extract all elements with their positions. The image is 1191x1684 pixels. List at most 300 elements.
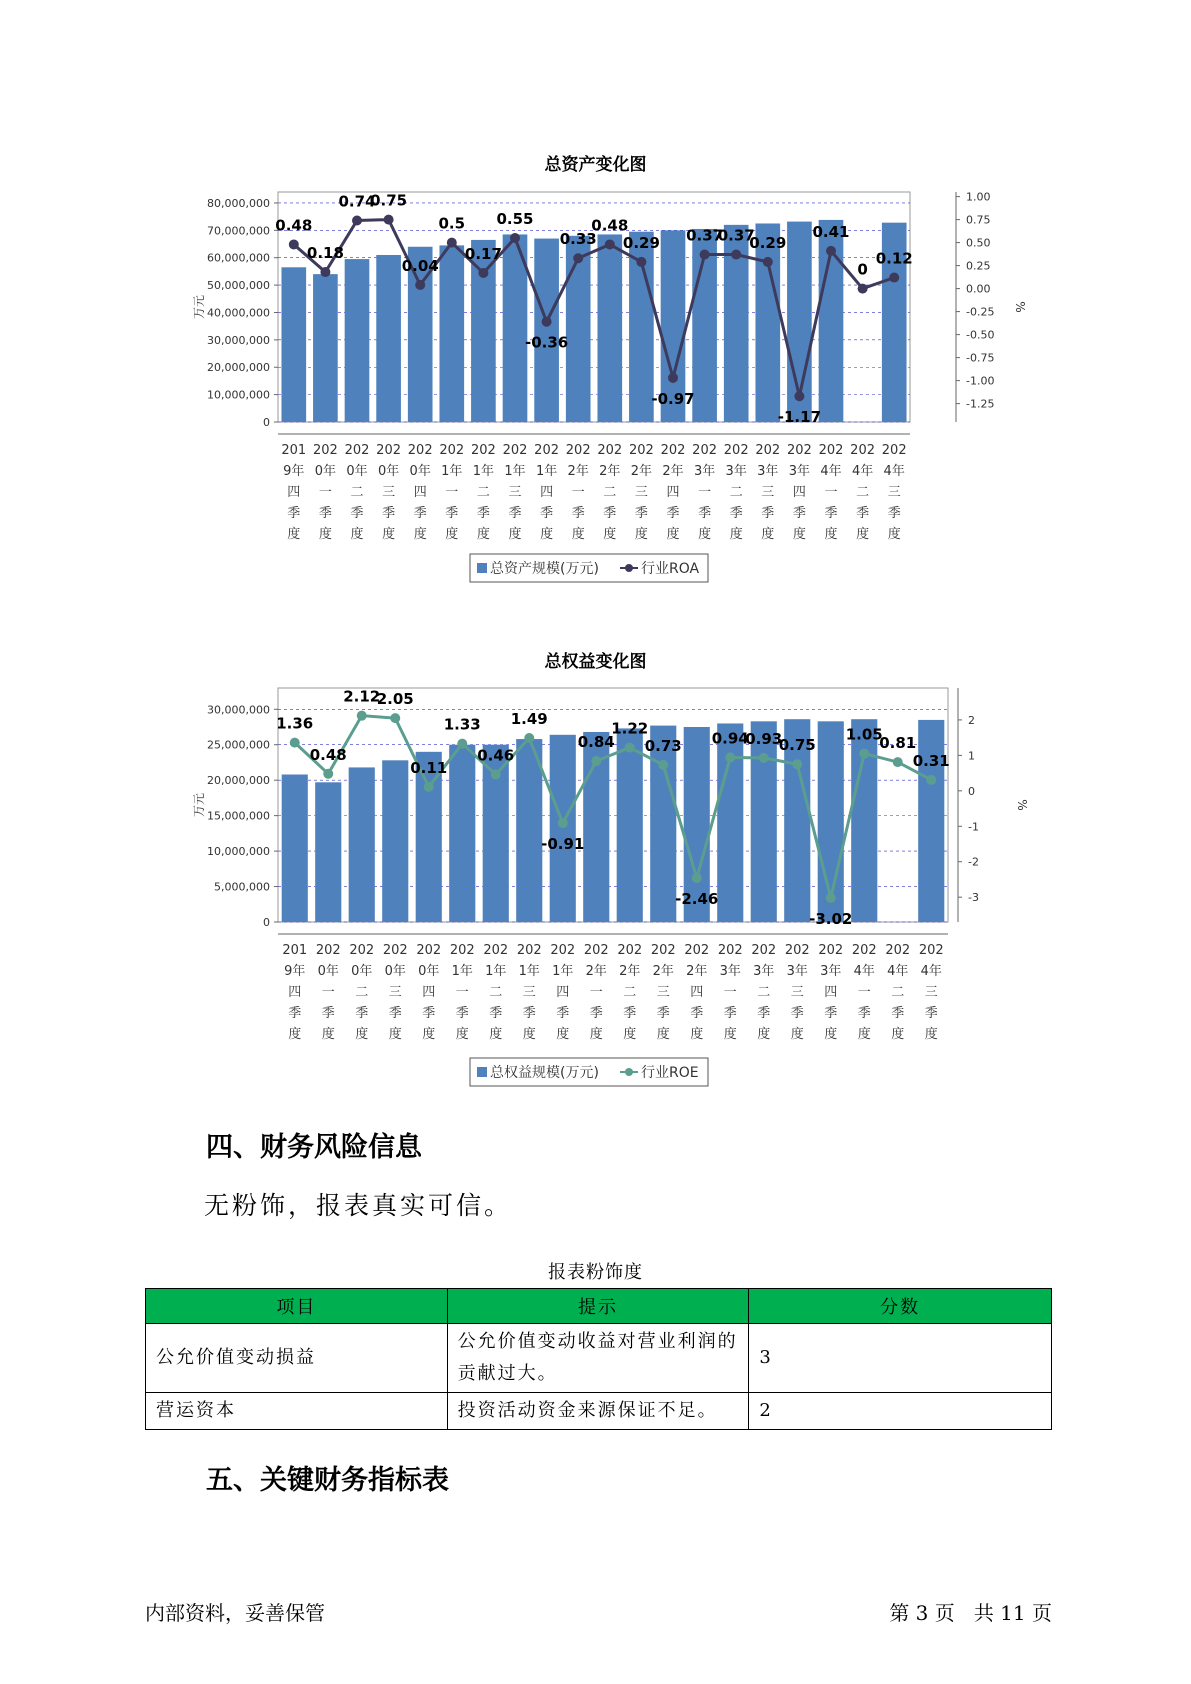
x-tick-label-line: 三 (522, 985, 536, 1000)
bar (597, 234, 622, 422)
right-tick-label: -1.00 (966, 374, 995, 388)
x-tick-label (584, 943, 609, 1042)
x-tick-label-line: 2年 (686, 964, 708, 979)
line-point (510, 233, 520, 243)
x-tick-label-line: 度 (388, 1027, 402, 1042)
x-tick-label-line: 0年 (314, 464, 337, 479)
x-tick-label-line: 度 (355, 1027, 369, 1042)
x-tick-label (597, 443, 622, 542)
x-tick-label-line: 1年 (552, 964, 574, 979)
right-tick-label: -3 (968, 891, 979, 905)
bar (349, 767, 375, 922)
x-tick-label-line: 四 (288, 985, 302, 1000)
cell-hint-line2: 贡献过大。 (457, 1363, 558, 1384)
data-label: 0.5 (438, 214, 466, 233)
x-tick-label-line: 度 (287, 527, 301, 542)
x-tick-label (919, 943, 944, 1042)
x-tick-label (316, 943, 341, 1042)
x-tick-label-line: 三 (887, 485, 901, 500)
x-tick-label (751, 943, 776, 1042)
right-tick-label: 0.00 (966, 282, 991, 296)
x-tick-label-line: 度 (476, 527, 490, 542)
line-point (859, 749, 869, 759)
x-tick-label-line: 度 (382, 527, 396, 542)
line-point (289, 239, 299, 249)
x-tick-label-line: 202 (617, 943, 643, 958)
cell-hint (447, 1393, 749, 1430)
x-tick-label-line: 2年 (599, 464, 621, 479)
x-tick-label (416, 943, 441, 1042)
x-tick-label (550, 943, 575, 1042)
data-label: 0.17 (464, 244, 502, 263)
x-tick-label-line: 四 (540, 485, 554, 500)
x-tick-label-line: 202 (850, 443, 876, 458)
x-tick-label-line: 202 (881, 443, 907, 458)
x-tick-label-line: 202 (851, 943, 877, 958)
x-tick-label-line: 0年 (351, 964, 373, 979)
line-point (858, 284, 868, 294)
x-tick-label-line: 季 (413, 506, 427, 521)
x-tick-label-line: 度 (856, 527, 870, 542)
x-tick-label-line: 度 (540, 527, 554, 542)
x-tick-label-line: 度 (729, 527, 743, 542)
data-label: 0.37 (686, 226, 724, 245)
line-point (792, 759, 802, 769)
x-tick-label-line: 季 (382, 506, 396, 521)
line-point (357, 711, 367, 721)
data-label: 0.04 (401, 256, 439, 275)
x-tick-label-line: 季 (571, 506, 585, 521)
x-tick-label-line: 二 (891, 985, 905, 1000)
legend-line-label: 行业ROE (641, 1065, 699, 1081)
line-point (889, 273, 899, 283)
x-tick-label-line: 三 (924, 985, 938, 1000)
x-tick-label-line: 季 (857, 1006, 871, 1021)
legend-bar-label: 总资产规模(万元) (490, 561, 599, 577)
x-tick-label-line: 2年 (619, 964, 641, 979)
data-label: 0.18 (306, 244, 344, 263)
x-tick-label-line: 度 (522, 1027, 536, 1042)
x-tick-label-line: 度 (318, 527, 332, 542)
right-tick-label: -1 (968, 820, 979, 834)
right-tick-label: 1 (968, 749, 975, 763)
line-point (352, 216, 362, 226)
x-tick-label-line: 季 (824, 1006, 838, 1021)
table-header-row (146, 1289, 1052, 1324)
x-tick-label-line: 季 (556, 1006, 570, 1021)
left-tick-label: 10,000,000 (207, 845, 270, 859)
left-tick-label: 15,000,000 (207, 809, 270, 823)
cell-item: 营运资本 (146, 1393, 448, 1430)
x-tick-label-line: 202 (784, 943, 810, 958)
x-tick-label-line: 一 (445, 485, 459, 500)
chart1-title: 总资产变化图 (544, 155, 647, 175)
x-tick-label (566, 443, 591, 542)
left-tick-label: 20,000,000 (207, 774, 270, 788)
x-tick-label (483, 943, 508, 1042)
x-tick-label-line: 季 (589, 1006, 603, 1021)
bar (918, 720, 944, 922)
x-tick-label-line: 0年 (409, 464, 431, 479)
x-tick-label-line: 季 (445, 506, 459, 521)
x-tick-label-line: 202 (628, 443, 654, 458)
footer-confidential: 内部资料，妥善保管 (145, 1601, 325, 1625)
x-tick-label-line: 度 (589, 1027, 603, 1042)
right-tick-label: 1.00 (966, 190, 991, 204)
line-point (794, 391, 804, 401)
x-tick-label-line: 1年 (535, 464, 558, 479)
right-tick-label: 0.75 (966, 213, 991, 227)
x-tick-label-line: 4年 (920, 964, 942, 979)
line-point (320, 267, 330, 277)
x-tick-label-line: 202 (818, 443, 844, 458)
x-tick-label (439, 443, 464, 542)
x-tick-label-line: 3年 (788, 464, 811, 479)
left-tick-label: 10,000,000 (207, 388, 270, 402)
x-tick-label-line: 度 (824, 527, 838, 542)
x-tick-label (787, 443, 812, 542)
x-tick-label-line: 202 (470, 443, 496, 458)
data-label: 1.22 (611, 719, 649, 738)
bar (755, 223, 780, 422)
data-label: -0.91 (541, 835, 585, 854)
x-tick-label-line: 1年 (472, 464, 495, 479)
cell-hint (447, 1324, 749, 1393)
x-tick-label-line: 202 (315, 943, 341, 958)
x-tick-label-line: 季 (508, 506, 522, 521)
x-tick-label-line: 0年 (377, 464, 400, 479)
line-point (457, 739, 467, 749)
data-label: -1.17 (777, 408, 822, 427)
data-label: 0.94 (711, 729, 749, 748)
chart2-title: 总权益变化图 (544, 652, 647, 672)
bar (471, 240, 496, 422)
x-tick-label (629, 443, 654, 542)
x-tick-label-line: 4年 (883, 464, 905, 479)
x-tick-label-line: 度 (790, 1027, 804, 1042)
x-tick-label-line: 2年 (662, 464, 684, 479)
x-tick-label-line: 度 (891, 1027, 905, 1042)
x-tick-label-line: 四 (666, 485, 680, 500)
line-point (658, 760, 668, 770)
x-tick-label-line: 202 (550, 943, 576, 958)
x-tick-label (718, 943, 743, 1042)
x-tick-label (819, 443, 844, 542)
x-tick-label (503, 443, 528, 542)
x-tick-label-line: 度 (489, 1027, 503, 1042)
left-tick-label: 30,000,000 (207, 333, 270, 347)
bar (282, 775, 308, 922)
x-tick-label (450, 943, 475, 1042)
data-label: 0.48 (591, 216, 629, 235)
x-tick-label-line: 2年 (585, 964, 607, 979)
x-tick-label-line: 度 (350, 527, 364, 542)
line-point (692, 873, 702, 883)
x-tick-label-line: 度 (634, 527, 648, 542)
data-label: 1.33 (443, 715, 481, 734)
x-tick-label-line: 四 (824, 985, 838, 1000)
data-label: 0.37 (717, 226, 755, 245)
data-label: 0.31 (912, 751, 950, 770)
x-tick-label (313, 443, 338, 542)
x-tick-label-line: 度 (757, 1027, 771, 1042)
x-tick-label-line: 季 (729, 506, 743, 521)
x-tick-label-line: 度 (288, 1027, 302, 1042)
x-tick-label-line: 季 (489, 1006, 503, 1021)
x-tick-label-line: 四 (422, 985, 436, 1000)
x-tick-label-line: 度 (571, 527, 585, 542)
x-tick-label-line: 202 (885, 943, 911, 958)
left-tick-label: 0 (263, 416, 270, 429)
table-row (146, 1324, 1052, 1393)
data-label: -0.36 (524, 333, 569, 352)
cell-hint-line1: 公允价值变动收益对营业利润的 (457, 1331, 738, 1352)
x-tick-label-line: 202 (717, 943, 743, 958)
bar (516, 739, 542, 922)
x-tick-label (684, 943, 709, 1042)
x-tick-label-line: 3年 (725, 464, 747, 479)
line-point (390, 713, 400, 723)
x-tick-label (850, 443, 875, 542)
line-point (826, 246, 836, 256)
header-hint: 提示 (447, 1289, 749, 1324)
x-tick-label-line: 二 (856, 485, 870, 500)
x-tick-label-line: 一 (318, 485, 332, 500)
x-tick-label-line: 季 (287, 506, 301, 521)
x-tick-label-line: 201 (281, 443, 307, 458)
x-tick-label-line: 202 (382, 943, 408, 958)
x-tick-label-line: 季 (757, 1006, 771, 1021)
x-tick-label-line: 二 (350, 485, 364, 500)
data-label: 2.12 (343, 687, 381, 706)
x-tick-label-line: 202 (483, 943, 509, 958)
x-tick-label-line: 202 (918, 943, 944, 958)
line-point (591, 756, 601, 766)
right-axis-label: % (1013, 301, 1027, 313)
right-tick-label: -0.25 (966, 305, 995, 319)
section5-heading: 五、关键财务指标表 (206, 1465, 449, 1496)
x-tick-label-line: 三 (382, 485, 396, 500)
x-tick-label-line: 季 (455, 1006, 469, 1021)
x-tick-label (661, 443, 686, 542)
x-tick-label-line: 3年 (693, 464, 716, 479)
x-tick-label-line: 201 (282, 943, 308, 958)
line-point (447, 238, 457, 248)
data-label: 0.46 (477, 746, 515, 765)
total-assets-chart (0, 180, 1191, 620)
bar (313, 274, 338, 422)
x-tick-label-line: 度 (321, 1027, 335, 1042)
line-point (323, 769, 333, 779)
x-tick-label-line: 度 (924, 1027, 938, 1042)
x-tick-label-line: 季 (790, 1006, 804, 1021)
x-tick-label-line: 季 (476, 506, 490, 521)
x-tick-label-line: 3年 (757, 464, 779, 479)
data-label: 0.75 (778, 736, 816, 755)
bar (281, 267, 306, 422)
x-tick-label-line: 季 (321, 1006, 335, 1021)
x-tick-label-line: 9年 (284, 964, 306, 979)
x-tick-label-line: 二 (603, 485, 617, 500)
data-label: -3.02 (809, 909, 853, 928)
legend-line-marker (625, 564, 633, 572)
bar (315, 782, 341, 922)
x-tick-label-line: 0年 (346, 464, 368, 479)
legend-bar-swatch (477, 1067, 487, 1077)
x-tick-label-line: 二 (729, 485, 743, 500)
line-point (636, 257, 646, 267)
right-tick-label: 0 (968, 784, 975, 798)
left-tick-label: 80,000,000 (207, 196, 270, 210)
footer-page-number: 第 3 页 共 11 页 (889, 1601, 1052, 1625)
x-tick-label-line: 季 (634, 506, 648, 521)
x-tick-label-line: 4年 (851, 464, 874, 479)
x-tick-label-line: 2年 (630, 464, 653, 479)
x-tick-label-line: 度 (413, 527, 427, 542)
data-label: 0.41 (812, 222, 850, 241)
cell-score: 2 (749, 1393, 1052, 1430)
x-tick-label (785, 943, 810, 1042)
x-tick-label-line: 季 (761, 506, 775, 521)
line-point (573, 253, 583, 263)
x-tick-label-line: 季 (355, 1006, 369, 1021)
x-tick-label-line: 202 (786, 443, 812, 458)
x-tick-label (345, 443, 370, 542)
x-tick-label-line: 202 (407, 443, 433, 458)
line-point (731, 250, 741, 260)
x-tick-label-line: 二 (489, 985, 503, 1000)
left-tick-label: 25,000,000 (207, 738, 270, 752)
left-axis-label: 万元 (192, 792, 206, 818)
data-label: 0.84 (577, 733, 615, 752)
x-tick-label-line: 202 (684, 943, 710, 958)
data-label: 0.48 (309, 745, 347, 764)
data-label: 1.49 (510, 709, 548, 728)
x-tick-label-line: 四 (287, 485, 301, 500)
line-point (415, 280, 425, 290)
x-tick-label-line: 一 (589, 985, 603, 1000)
x-tick-label-line: 202 (660, 443, 686, 458)
left-tick-label: 50,000,000 (207, 279, 270, 293)
bar (751, 721, 777, 922)
x-tick-label (882, 443, 907, 542)
x-tick-label-line: 一 (723, 985, 737, 1000)
x-tick-label (471, 443, 496, 542)
total-equity-chart (0, 680, 1191, 1100)
x-tick-label-line: 度 (603, 527, 617, 542)
line-point (893, 757, 903, 767)
x-tick-label-line: 度 (455, 1027, 469, 1042)
legend-bar-swatch (477, 563, 487, 573)
x-tick-label-line: 202 (439, 443, 465, 458)
right-axis-label: % (1015, 799, 1029, 811)
x-tick-label (383, 943, 408, 1042)
x-tick-label (818, 943, 843, 1042)
bar (534, 239, 559, 422)
left-tick-label: 5,000,000 (214, 880, 270, 894)
x-tick-label-line: 季 (288, 1006, 302, 1021)
header-score: 分数 (749, 1289, 1052, 1324)
x-tick-label-line: 三 (761, 485, 775, 500)
right-tick-label: 0.25 (966, 259, 991, 273)
x-tick-label-line: 9年 (283, 464, 305, 479)
x-tick-label (692, 443, 717, 542)
line-point (759, 753, 769, 763)
right-tick-label: -1.25 (966, 397, 995, 411)
left-tick-label: 60,000,000 (207, 251, 270, 265)
x-tick-label-line: 度 (656, 1027, 670, 1042)
x-tick-label-line: 202 (650, 943, 676, 958)
cell-hint-line1: 投资活动资金来源保证不足。 (457, 1400, 718, 1421)
x-tick-label-line: 3年 (820, 964, 842, 979)
x-tick-label-line: 季 (656, 1006, 670, 1021)
x-tick-label-line: 三 (634, 485, 648, 500)
line-point (605, 239, 615, 249)
risk-table (145, 1288, 1052, 1430)
right-tick-label: 0.50 (966, 236, 991, 250)
x-tick-label-line: 202 (344, 443, 370, 458)
legend-line-label: 行业ROA (641, 561, 700, 577)
x-tick-label-line: 202 (516, 943, 542, 958)
table-row (146, 1393, 1052, 1430)
x-tick-label-line: 202 (349, 943, 375, 958)
cell-score: 3 (749, 1324, 1052, 1393)
section4-body: 无粉饰，报表真实可信。 (204, 1191, 513, 1220)
line-point (542, 317, 552, 327)
line-point (668, 373, 678, 383)
x-tick-label-line: 季 (623, 1006, 637, 1021)
x-tick-label-line: 4年 (820, 464, 842, 479)
left-tick-label: 0 (263, 916, 270, 929)
bar (550, 735, 576, 922)
x-tick-label-line: 度 (887, 527, 901, 542)
x-tick-label-line: 1年 (518, 964, 540, 979)
x-tick-label-line: 季 (350, 506, 364, 521)
line-point (384, 215, 394, 225)
line-point (725, 752, 735, 762)
x-tick-label-line: 202 (751, 943, 777, 958)
line-point (524, 733, 534, 743)
x-tick-label-line: 4年 (853, 964, 875, 979)
right-tick-label: -0.50 (966, 328, 995, 342)
x-tick-label-line: 度 (556, 1027, 570, 1042)
data-label: 0.48 (275, 216, 313, 235)
table-caption: 报表粉饰度 (548, 1262, 643, 1283)
bar (439, 245, 464, 422)
x-tick-label-line: 季 (887, 506, 901, 521)
line-point (558, 818, 568, 828)
x-tick-label (755, 443, 780, 542)
x-tick-label (517, 943, 542, 1042)
x-tick-label-line: 季 (540, 506, 554, 521)
x-tick-label-line: 一 (698, 485, 712, 500)
x-tick-label-line: 度 (422, 1027, 436, 1042)
x-tick-label-line: 度 (690, 1027, 704, 1042)
x-tick-label-line: 度 (723, 1027, 737, 1042)
line-point (700, 250, 710, 260)
x-tick-label-line: 四 (690, 985, 704, 1000)
x-tick-label-line: 202 (449, 943, 475, 958)
bar (376, 255, 401, 422)
x-tick-label-line: 四 (413, 485, 427, 500)
x-tick-label-line: 度 (857, 1027, 871, 1042)
x-tick-label-line: 度 (445, 527, 459, 542)
bar (650, 726, 676, 922)
x-tick-label-line: 202 (565, 443, 591, 458)
line-point (478, 268, 488, 278)
x-tick-label-line: 二 (476, 485, 490, 500)
x-tick-label (534, 443, 559, 542)
